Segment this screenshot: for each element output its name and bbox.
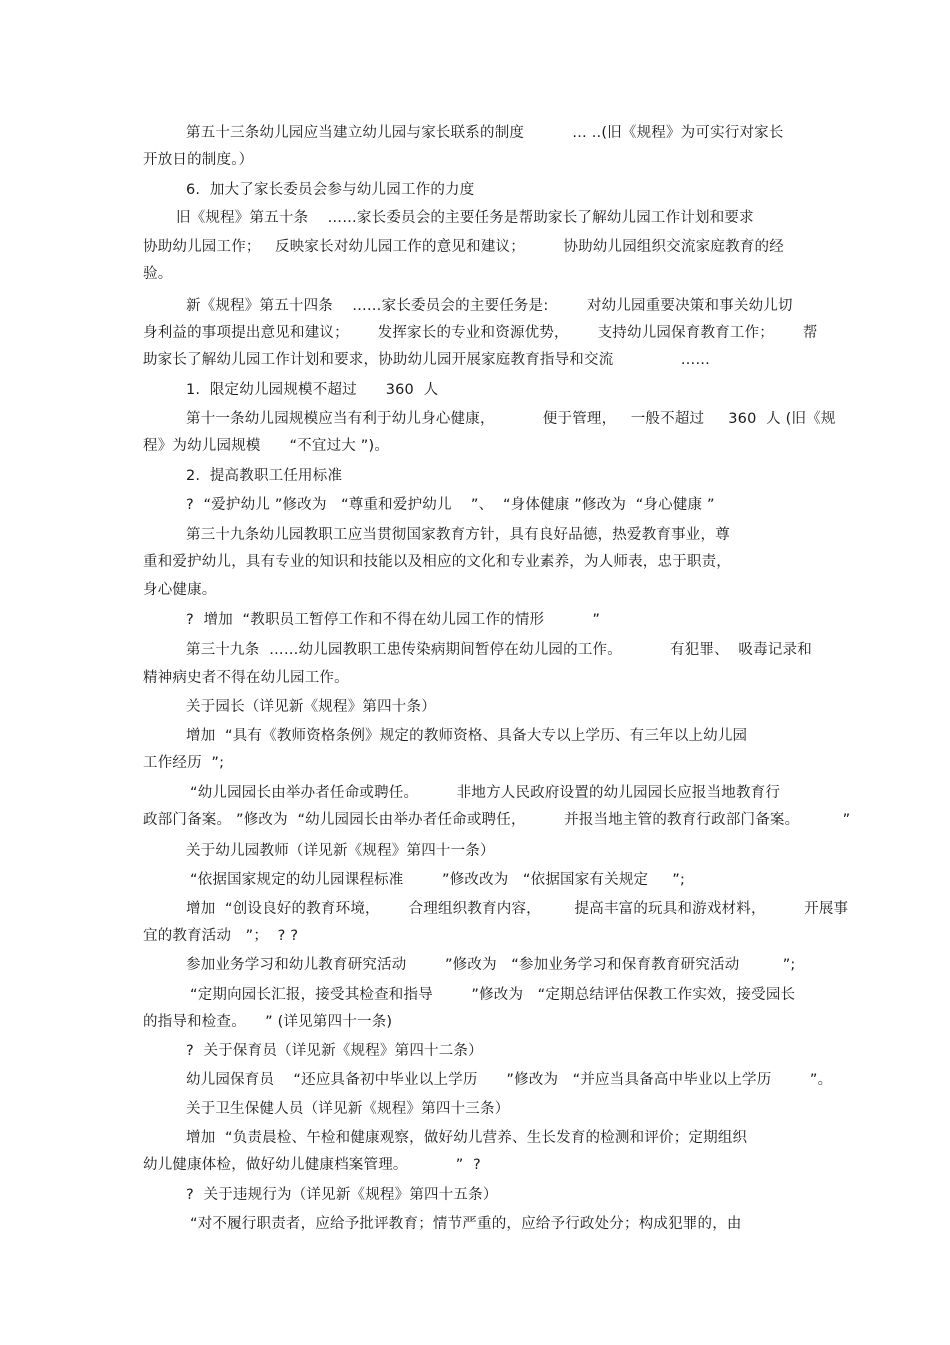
- text-line: 第三十九条幼儿园教职工应当贯彻国家教育方针，具有良好品德，热爱教育事业，尊: [186, 527, 730, 543]
- text-line: 政部门备案。 ”修改为 “幼儿园园长由举办者任命或聘任， 并报当地主管的教育行政部门备案。 ”: [143, 812, 851, 828]
- text-line: “对不履行职责者，应给予批评教育；情节严重的，应给予行政处分；构成犯罪的，由: [190, 1216, 742, 1232]
- text-line: 幼儿健康体检，做好幼儿健康档案管理。 ” ?: [143, 1157, 481, 1173]
- text-line: 1. 限定幼儿园规模不超过 360 人: [186, 382, 439, 398]
- text-line: 验。: [143, 266, 173, 282]
- text-line: 增加 “具有《教师资格条例》规定的教师资格、具备大专以上学历、有三年以上幼儿园: [186, 728, 748, 744]
- text-line: 助家长了解幼儿园工作计划和要求，协助幼儿园开展家庭教育指导和交流 ……: [143, 352, 711, 368]
- text-line: 第五十三条幼儿园应当建立幼儿园与家长联系的制度 … ..(旧《规程》为可实行对家长: [186, 125, 784, 141]
- text-line: 关于园长（详见新《规程》第四十条）: [186, 699, 436, 715]
- text-line: 宜的教育活动 ”； ? ?: [143, 928, 299, 944]
- text-line: 开放日的制度。）: [143, 152, 254, 168]
- text-line: 旧《规程》第五十条 ……家长委员会的主要任务是帮助家长了解幼儿园工作计划和要求: [176, 210, 754, 226]
- text-line: 身心健康。: [143, 582, 217, 598]
- text-line: 关于幼儿园教师（详见新《规程》第四十一条）: [186, 843, 495, 859]
- text-line: 的指导和检查。 ” (详见第四十一条): [143, 1014, 393, 1030]
- text-line: ? “爱护幼儿 ”修改为 “尊重和爱护幼儿 ”、 “身体健康 ”修改为 “身心健康 ”: [186, 497, 715, 513]
- text-line: 重和爱护幼儿，具有专业的知识和技能以及相应的文化和专业素养，为人师表，忠于职责，: [143, 554, 731, 570]
- text-line: 增加 “创设良好的教育环境， 合理组织教育内容， 提高丰富的玩具和游戏材料， 开展事: [186, 901, 849, 917]
- text-line: 工作经历 ”;: [143, 755, 225, 771]
- text-line: 2. 提高教职工任用标准: [186, 468, 343, 484]
- text-line: 幼儿园保育员 “还应具备初中毕业以上学历 ”修改为 “并应当具备高中毕业以上学历 ”。: [186, 1072, 833, 1088]
- text-line: 协助幼儿园工作； 反映家长对幼儿园工作的意见和建议； 协助幼儿园组织交流家庭教育的经: [143, 239, 784, 255]
- text-line: “幼儿园园长由举办者任命或聘任。 非地方人民政府设置的幼儿园园长应报当地教育行: [190, 785, 781, 801]
- text-line: 精神病史者不得在幼儿园工作。: [143, 670, 349, 686]
- text-line: ? 增加 “教职员工暂停工作和不得在幼儿园工作的情形 ”: [186, 612, 601, 628]
- text-line: ? 关于违规行为（详见新《规程》第四十五条）: [186, 1187, 498, 1203]
- text-line: 新《规程》第五十四条 ……家长委员会的主要任务是: 对幼儿园重要决策和事关幼儿切: [186, 298, 793, 314]
- text-line: “依据国家规定的幼儿园课程标准 ”修改改为 “依据国家有关规定 ”;: [190, 872, 686, 888]
- text-line: “定期向园长汇报，接受其检查和指导 ”修改为 “定期总结评估保教工作实效，接受园长: [190, 987, 796, 1003]
- text-line: 6. 加大了家长委员会参与幼儿园工作的力度: [186, 182, 475, 198]
- text-line: ? 关于保育员（详见新《规程》第四十二条）: [186, 1043, 483, 1059]
- text-line: 第三十九条 ……幼儿园教职工患传染病期间暂停在幼儿园的工作。 有犯罪、 吸毒记录和: [186, 642, 812, 658]
- text-line: 增加 “负责晨检、午检和健康观察，做好幼儿营养、生长发育的检测和评价；定期组织: [186, 1130, 748, 1146]
- text-line: 关于卫生保健人员（详见新《规程》第四十三条）: [186, 1101, 510, 1117]
- text-line: 程》为幼儿园规模 “不宜过大 ”)。: [143, 438, 390, 454]
- text-line: 身利益的事项提出意见和建议； 发挥家长的专业和资源优势， 支持幼儿园保育教育工作； 帮: [143, 325, 818, 341]
- text-line: 参加业务学习和幼儿教育研究活动 ”修改为 “参加业务学习和保育教育研究活动 ”;: [186, 957, 796, 973]
- text-line: 第十一条幼儿园规模应当有利于幼儿身心健康， 便于管理， 一般不超过 360 人 (旧《规: [186, 411, 836, 427]
